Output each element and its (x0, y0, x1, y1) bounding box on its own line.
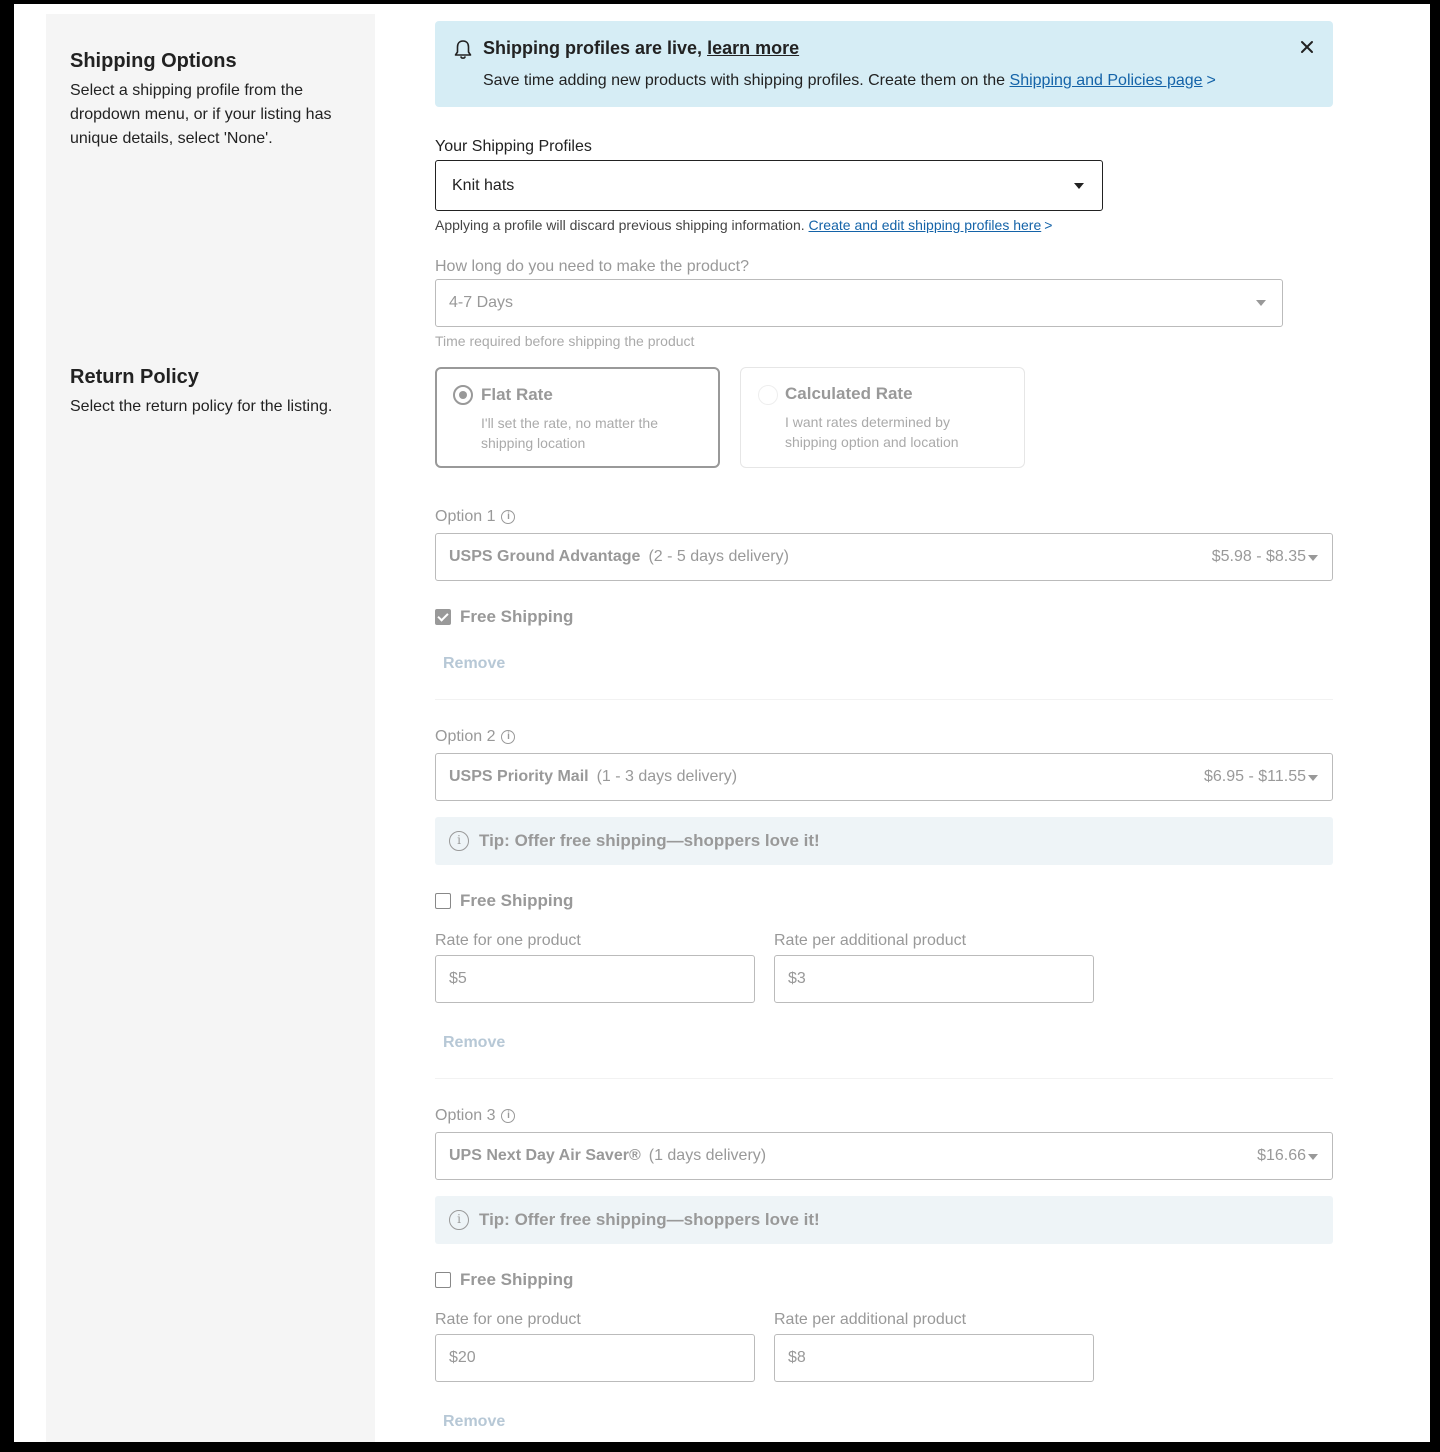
delivery-time: (1 - 3 days delivery) (596, 768, 738, 785)
checkbox-checked[interactable] (435, 609, 451, 625)
rate-title: Calculated Rate (785, 384, 913, 403)
caret-down-icon (1308, 1154, 1318, 1160)
shipping-profiles-label: Your Shipping Profiles (435, 138, 592, 155)
option-3-service-select[interactable] (435, 1132, 1333, 1180)
checkbox-unchecked[interactable] (435, 1272, 451, 1288)
page-frame (14, 4, 1430, 1442)
option-1-label (435, 508, 515, 526)
service-name: UPS Next Day Air Saver® (449, 1147, 641, 1164)
option-3-label (435, 1107, 515, 1125)
sidebar-section-return-policy (70, 366, 340, 419)
caret-down-icon (1308, 555, 1318, 561)
divider (435, 1078, 1333, 1079)
service-price: $6.95 - $11.55 (1203, 768, 1306, 785)
option-2-rate-additional-input[interactable]: $3 (774, 955, 1094, 1003)
delivery-time: (2 - 5 days delivery) (648, 548, 789, 565)
section-description: Select the return policy for the listing. (70, 398, 333, 415)
processing-time-label: How long do you need to make the product? (435, 258, 749, 275)
chevron-right-icon: > (1206, 72, 1216, 89)
shipping-policies-link[interactable]: Shipping and Policies page (1009, 72, 1203, 89)
option-2-tip (435, 817, 1333, 865)
caret-down-icon (1308, 775, 1318, 781)
option-2-rate-one-input[interactable]: $5 (435, 955, 755, 1003)
option-label-text: Option 3 (435, 1107, 496, 1124)
processing-helper: Time required before shipping the product (435, 333, 695, 349)
free-shipping-label: Free Shipping (460, 1270, 574, 1289)
processing-time-select[interactable] (435, 279, 1283, 327)
rate-title: Flat Rate (481, 385, 553, 404)
banner-body-text: Save time adding new products with shipping profiles. Create them on the (483, 72, 1010, 89)
option-label-text: Option 2 (435, 728, 496, 745)
banner-title-text: Shipping profiles are live, (483, 38, 708, 58)
flat-rate-option[interactable] (435, 367, 720, 468)
info-icon: i (449, 1210, 469, 1230)
option-label-text: Option 1 (435, 508, 496, 525)
service-name: USPS Priority Mail (449, 768, 589, 785)
radio-unselected[interactable] (758, 385, 778, 405)
option-1-remove-button[interactable]: Remove (443, 655, 506, 672)
tip-text: Tip: Offer free shipping—shoppers love it! (479, 1210, 820, 1229)
option-1-service-select[interactable] (435, 533, 1333, 581)
option-3-remove-button[interactable]: Remove (443, 1413, 506, 1430)
rate-one-label: Rate for one product (435, 1311, 581, 1328)
section-title: Shipping Options (70, 50, 237, 72)
profile-helper-text (435, 217, 1052, 233)
divider (435, 699, 1333, 700)
sidebar-section-shipping-options (70, 50, 340, 151)
option-3-rate-additional-input[interactable]: $8 (774, 1334, 1094, 1382)
info-icon[interactable]: i (501, 730, 515, 744)
rate-additional-label: Rate per additional product (774, 932, 967, 949)
info-icon[interactable]: i (501, 510, 515, 524)
service-price: $5.98 - $8.35 (1211, 548, 1306, 565)
free-shipping-label: Free Shipping (460, 891, 574, 910)
option-2-remove-button[interactable]: Remove (443, 1034, 506, 1051)
option-2-free-shipping[interactable] (435, 891, 573, 911)
close-icon[interactable] (1299, 39, 1315, 55)
edit-profiles-link[interactable]: Create and edit shipping profiles here (808, 217, 1042, 233)
calculated-rate-option[interactable] (740, 367, 1025, 468)
tip-text: Tip: Offer free shipping—shoppers love it! (479, 831, 820, 850)
rate-description: I'll set the rate, no matter the shipping location (481, 415, 658, 451)
delivery-time: (1 days delivery) (648, 1147, 767, 1164)
banner-title (483, 38, 799, 59)
selected-profile: Knit hats (452, 176, 515, 194)
info-icon: i (449, 831, 469, 851)
rate-additional-label: Rate per additional product (774, 1311, 967, 1328)
service-price: $16.66 (1257, 1147, 1306, 1164)
rate-description: I want rates determined by shipping option and location (785, 414, 959, 450)
banner-text (483, 72, 1216, 90)
radio-selected[interactable] (453, 385, 473, 405)
option-3-tip (435, 1196, 1333, 1244)
option-1-free-shipping[interactable] (435, 607, 573, 627)
learn-more-link[interactable]: learn more (707, 38, 800, 58)
shipping-profiles-banner (435, 21, 1333, 107)
option-3-rate-one-input[interactable]: $20 (435, 1334, 755, 1382)
sidebar (46, 14, 375, 1442)
rate-one-label: Rate for one product (435, 932, 581, 949)
free-shipping-label: Free Shipping (460, 607, 574, 626)
section-title: Return Policy (70, 366, 199, 388)
caret-down-icon (1256, 300, 1266, 306)
checkbox-unchecked[interactable] (435, 893, 451, 909)
info-icon[interactable]: i (501, 1109, 515, 1123)
shipping-profile-select[interactable] (435, 160, 1103, 211)
section-description: Select a shipping profile from the dropdown menu, or if your listing has unique details, select 'None'. (70, 82, 332, 147)
chevron-right-icon: > (1044, 217, 1053, 233)
bell-icon (453, 39, 473, 61)
selected-processing-time: 4-7 Days (449, 294, 514, 311)
service-name: USPS Ground Advantage (449, 548, 641, 565)
option-2-service-select[interactable] (435, 753, 1333, 801)
caret-down-icon (1074, 183, 1084, 189)
option-3-free-shipping[interactable] (435, 1270, 573, 1290)
profile-helper-body: Applying a profile will discard previous shipping information. (435, 217, 809, 233)
option-2-label (435, 728, 515, 746)
